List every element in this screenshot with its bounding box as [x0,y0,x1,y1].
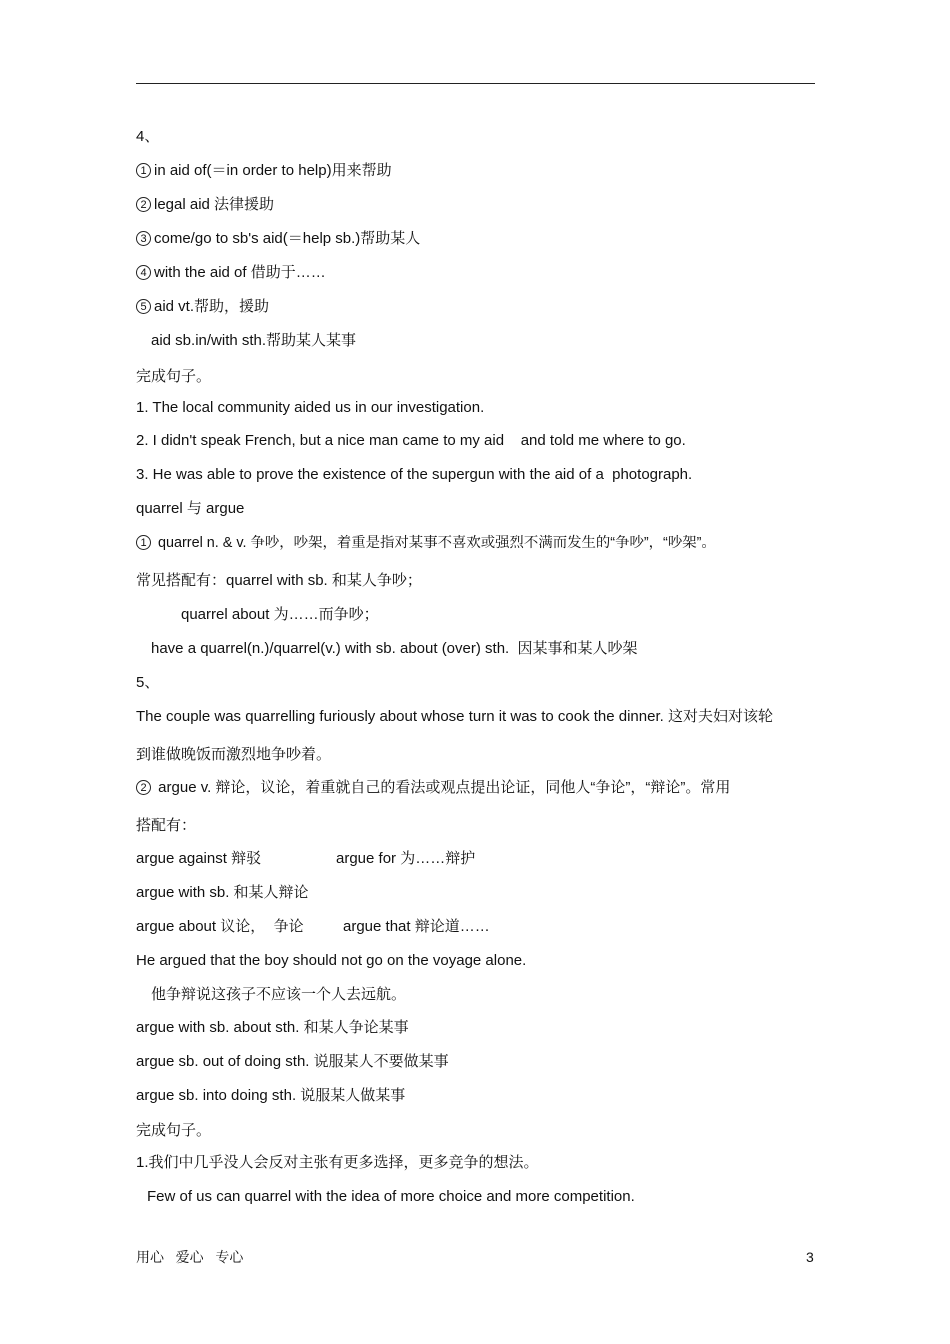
line-text: argue about 议论， 争论 [136,918,304,935]
circled-marker: 5 [136,299,151,314]
text-line [151,639,638,659]
list-item [136,161,392,181]
exercise-heading [136,1121,211,1141]
text-line [336,849,475,869]
sentence [136,951,526,971]
line-text: have a quarrel(n.)/quarrel(v.) with sb. about (over) sth. 因某事和某人吵架 [151,640,638,657]
list-item [136,195,274,215]
line-text: quarrel about 为……而争吵； [181,606,379,623]
circled-marker: 2 [136,780,151,795]
line-text: 完成句子。 [136,368,212,385]
text-line [136,883,309,903]
line-text: quarrel 与 argue [136,500,245,517]
circled-marker: 1 [136,163,151,178]
text-line [136,1086,405,1106]
line-text: argue sb. out of doing sth. 说服某人不要做某事 [136,1053,449,1070]
line-text: 3. He was able to prove the existence of the supergun with the aid of a photograph. [136,466,693,483]
text-line [136,917,304,937]
text-line [136,816,196,836]
line-text: aid sb.in/with sth.帮助某人某事 [151,332,357,349]
line-text: legal aid 法律援助 [154,196,275,213]
sentence [136,398,484,418]
line-text: come/go to sb's aid(＝help sb.)帮助某人 [154,230,421,247]
line-text: 常见搭配有：quarrel with sb. 和某人争吵； [136,572,422,589]
line-text: argue that 辩论道…… [343,918,490,935]
line-text: The couple was quarrelling furiously about whose turn it was to cook the dinner. 这对夫妇对该轮 [136,708,773,725]
list-item [136,229,420,249]
header-rule [136,83,815,84]
line-text: 1.我们中几乎没人会反对主张有更多选择，更多竞争的想法。 [136,1154,539,1171]
section-number [136,127,159,147]
text-line [136,1018,409,1038]
circled-marker: 4 [136,265,151,280]
line-text: argue with sb. 和某人辩论 [136,884,309,901]
line-text: 1. The local community aided us in our investigation. [136,399,485,416]
circled-marker: 1 [136,535,151,550]
line-text: argue with sb. about sth. 和某人争论某事 [136,1019,409,1036]
line-text: He argued that the boy should not go on the voyage alone. [136,952,527,969]
list-item [136,778,730,798]
page-number: 3 [806,1249,814,1265]
line-text: argue against 辩驳 [136,850,262,867]
text-line [136,1153,539,1173]
list-item [136,263,326,283]
line-text: 5、 [136,674,160,691]
line-text: Few of us can quarrel with the idea of more choice and more competition. [147,1188,635,1205]
exercise-heading [136,367,211,387]
line-text: 他争辩说这孩子不应该一个人去远航。 [151,986,407,1003]
topic-heading [136,499,244,519]
circled-marker: 2 [136,197,151,212]
line-text: quarrel n. & v. 争吵，吵架，着重是指对某事不喜欢或强烈不满而发生的“争吵”，“吵架”。 [158,535,716,551]
line-text: argue sb. into doing sth. 说服某人做某事 [136,1087,406,1104]
text-line [151,985,406,1005]
line-text: argue for 为……辩护 [336,850,476,867]
line-text: 搭配有： [136,817,197,834]
line-text: 到谁做晚饭而激烈地争吵着。 [136,746,332,763]
text-line [136,745,331,765]
text-line [136,707,773,727]
text-line [343,917,490,937]
sentence [136,465,692,485]
text-line [151,331,356,351]
text-line [136,571,422,591]
list-item [136,297,269,317]
sentence [136,431,686,451]
line-text: 2. I didn't speak French, but a nice man came to my aid and told me where to go. [136,432,686,449]
line-text: in aid of(＝in order to help)用来帮助 [154,162,392,179]
list-item [136,533,716,553]
circled-marker: 3 [136,231,151,246]
text-line [181,605,379,625]
line-text: with the aid of 借助于…… [154,264,326,281]
text-line [136,1052,449,1072]
line-text: 4、 [136,128,160,145]
footer-motto: 用心 爱心 专心 [136,1249,244,1265]
section-number [136,673,159,693]
text-line [136,849,261,869]
line-text: 完成句子。 [136,1122,212,1139]
line-text: aid vt.帮助，援助 [154,298,270,315]
line-text: argue v. 辩论，议论，着重就自己的看法或观点提出论证，同他人“争论”，“辩论”。常用 [158,779,731,796]
sentence [147,1187,635,1207]
